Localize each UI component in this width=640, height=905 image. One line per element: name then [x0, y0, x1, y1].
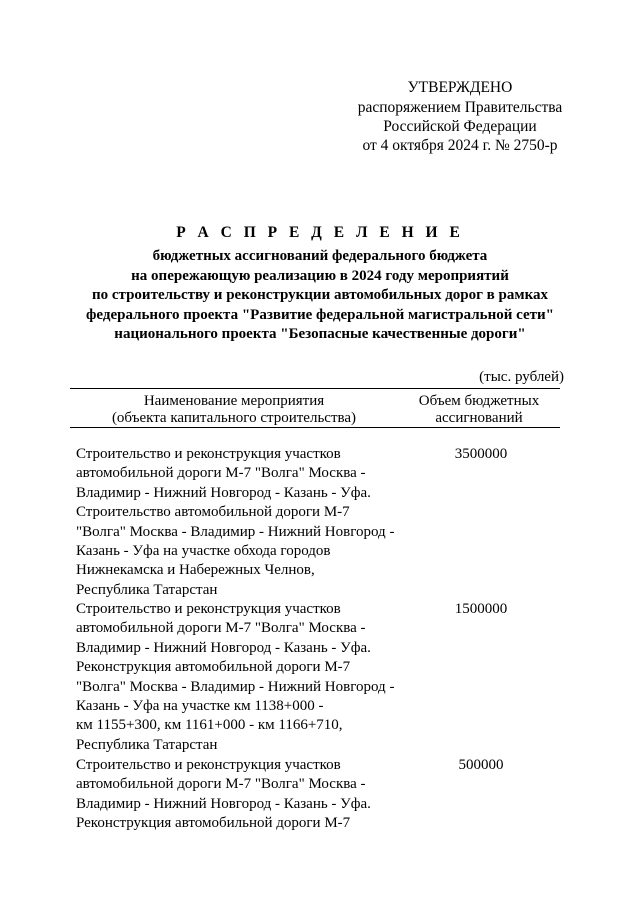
row-value: 3500000 [454, 446, 508, 462]
row-name-line: Владимир - Нижний Новгород - Казань - Уфа. [76, 639, 371, 656]
row-name-line: Владимир - Нижний Новгород - Казань - Уфа. [76, 484, 371, 501]
units-label: (тыс. рублей) [479, 369, 564, 385]
approval-heading: УТВЕРЖДЕНО [407, 79, 513, 96]
approval-line: Российской Федерации [383, 118, 537, 135]
row-name-line: км 1155+300, км 1161+000 - км 1166+710, [76, 717, 343, 734]
approval-line: распоряжением Правительства [357, 99, 563, 116]
header-name-line: Наименование мероприятия [143, 393, 325, 409]
row-name-line: Республика Татарстан [76, 736, 218, 753]
row-name-line: "Волга" Москва - Владимир - Нижний Новгород - [76, 678, 395, 695]
row-name-line: Казань - Уфа на участке обхода городов [76, 543, 331, 560]
row-name-line: Строительство и реконструкция участков [76, 601, 341, 617]
row-name-line: "Волга" Москва - Владимир - Нижний Новгород - [76, 523, 395, 540]
subtitle-line: по строительству и реконструкции автомобильных дорог в рамках [91, 287, 549, 303]
row-value: 1500000 [454, 601, 508, 617]
row-name-line: Строительство автомобильной дороги М-7 [76, 504, 350, 521]
subtitle-line: бюджетных ассигнований федерального бюджета [152, 248, 488, 264]
document-title: Р А С П Р Е Д Е Л Е Н И Е [176, 224, 464, 241]
row-name-line: автомобильной дороги М-7 "Волга" Москва - [76, 776, 366, 793]
row-name-line: Владимир - Нижний Новгород - Казань - Уфа. [76, 795, 371, 812]
row-name-line: Реконструкция автомобильной дороги М-7 [76, 659, 351, 676]
approval-stamp [340, 78, 580, 155]
row-name-line: автомобильной дороги М-7 "Волга" Москва - [76, 465, 366, 482]
row-name [76, 600, 416, 755]
subtitle-line: федерального проекта "Развитие федеральной магистральной сети" [86, 306, 554, 323]
header-value-line: Объем бюджетных [418, 393, 540, 409]
row-name-line: Нижнекамска и Набережных Челнов, [76, 562, 315, 579]
row-name-line: Казань - Уфа на участке км 1138+000 - [76, 698, 324, 715]
row-name [76, 445, 416, 600]
row-value: 500000 [458, 757, 504, 773]
header-name-column [70, 393, 398, 427]
row-name-line: Республика Татарстан [76, 581, 218, 598]
row-name-line: Строительство и реконструкция участков [76, 757, 341, 773]
header-value-line: ассигнований [435, 410, 523, 426]
header-value-column [398, 393, 560, 427]
row-name-line: Строительство и реконструкция участков [76, 446, 341, 462]
header-name-line: (объекта капитального строительства) [111, 410, 357, 426]
row-name [76, 756, 416, 834]
row-name-line: автомобильной дороги М-7 "Волга" Москва - [76, 620, 366, 637]
row-name-line: Реконструкция автомобильной дороги М-7 [76, 815, 351, 832]
document-subtitle [40, 247, 600, 345]
table-header [70, 388, 560, 428]
approval-line: от 4 октября 2024 г. № 2750-р [362, 137, 558, 154]
subtitle-line: на опережающую реализацию в 2024 году мероприятий [131, 267, 509, 284]
subtitle-line: национального проекта "Безопасные качественные дороги" [114, 326, 526, 342]
